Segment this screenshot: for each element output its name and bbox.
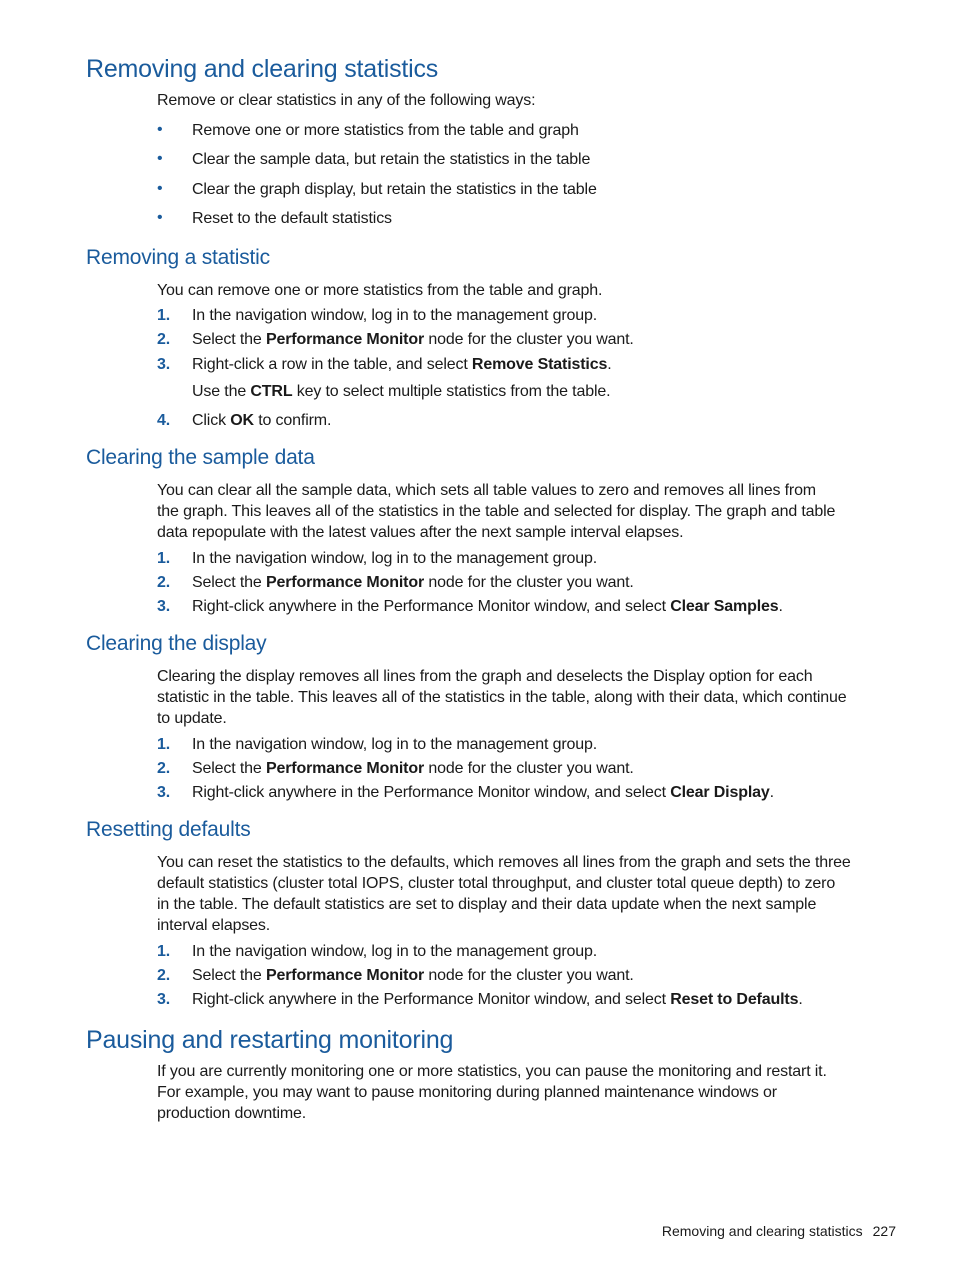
footer-title: Removing and clearing statistics xyxy=(661,1223,863,1239)
paragraph-line: production downtime. xyxy=(157,1105,307,1122)
paragraph-line: default statistics (cluster total IOPS, cluster total throughput, and cluster total queue depth) to zero xyxy=(157,875,836,892)
paragraph-line: in the table. The default statistics are set to display and their data update when the next sample xyxy=(157,896,817,913)
paragraph-line: interval elapses. xyxy=(157,917,271,934)
subsection-title: Clearing the sample data xyxy=(86,446,315,469)
bullet-icon: • xyxy=(157,121,163,138)
paragraph-line: Clearing the display removes all lines from the graph and deselects the Display option for each xyxy=(157,668,813,685)
subsection-title: Removing a statistic xyxy=(86,246,270,269)
bullet-icon: • xyxy=(157,180,163,197)
section-title: Pausing and restarting monitoring xyxy=(86,1026,454,1054)
page-footer xyxy=(662,1223,896,1239)
paragraph-line: If you are currently monitoring one or more statistics, you can pause the monitoring and restart it. xyxy=(157,1063,827,1080)
intro-text: Remove or clear statistics in any of the following ways: xyxy=(157,92,536,109)
paragraph-line: You can reset the statistics to the defaults, which removes all lines from the graph and sets the three xyxy=(157,854,851,871)
bullet-icon: • xyxy=(157,209,163,226)
bullet-icon: • xyxy=(157,150,163,167)
paragraph-line: the graph. This leaves all of the statistics in the table and selected for display. The graph and table xyxy=(157,503,836,520)
step-note: Use the CTRL key to select multiple statistics from the table. xyxy=(192,383,611,400)
paragraph-line: to update. xyxy=(157,710,227,727)
subsection-title: Clearing the display xyxy=(86,632,267,655)
paragraph-line: You can clear all the sample data, which sets all table values to zero and removes all lines from xyxy=(157,482,816,499)
paragraph-line: statistic in the table. This leaves all of the statistics in the table, along with their data, which continue xyxy=(157,689,847,706)
section-title: Removing and clearing statistics xyxy=(86,55,439,83)
paragraph-line: data repopulate with the latest values after the next sample interval elapses. xyxy=(157,524,684,541)
document-page: Removing and clearing statistics Remove or clear statistics in any of the following ways: • Remove one or more statistics from the table and graph • Clear the sample data, but retain the statistics in the table • Clear the graph display, but retain the statistics in the table • Reset to the default statistics Removing a statistic You can remove one or more statistics from the table and graph. 1. In the navigation window, log in to the management group. 2. Select the Performance Monitor node for the cluster you want. 3. Right-click a row in the table, and select Remove Statistics. Use the CTRL key to select multiple statistics from the table. 4. Click OK to confirm. Clearing the sample data You can clear all the sample data, which sets all table values to zero and removes all lines from the graph. This leaves all of the statistics in the table and selected for display. The graph and table data repopulate with the latest values after the next sample interval elapses. 1. In the navigation window, log in to the management group. 2. Select the Performance Monitor node for the cluster you want. 3. Right-click anywhere in the Performance Monitor window, and select Clear Samples. Clearing the display Clearing the display removes all lines from the graph and deselects the Display option for each statistic in the table. This leaves all of the statistics in the table, along with their data, which continue to update. 1. In the navigation window, log in to the management group. 2. Select the Performance Monitor node for the cluster you want. 3. Right-click anywhere in the Performance Monitor window, and select Clear Display. Resetting defaults You can reset the statistics to the defaults, which removes all lines from the graph and sets the three default statistics (cluster total IOPS, cluster total throughput, and cluster total queue depth) to zero in the table. The default statistics are set to display and their data update when the next sample interval elapses. 1. In the navigation window, log in to the management group. 2. Select the Performance Monitor node for the cluster you want. 3. Right-click anywhere in the Performance Monitor window, and select Reset to Defaults. Pausing and restarting monitoring If you are currently monitoring one or more statistics, you can pause the monitoring and restart it. For example, you may want to pause monitoring during planned maintenance windows or production downtime. Removing and clearing statistics 227 xyxy=(0,0,954,1271)
subsection-title: Resetting defaults xyxy=(86,818,251,841)
paragraph-line: For example, you may want to pause monitoring during planned maintenance windows or xyxy=(157,1084,777,1101)
intro-text: You can remove one or more statistics from the table and graph. xyxy=(157,282,603,299)
page-number: 227 xyxy=(872,1223,896,1239)
